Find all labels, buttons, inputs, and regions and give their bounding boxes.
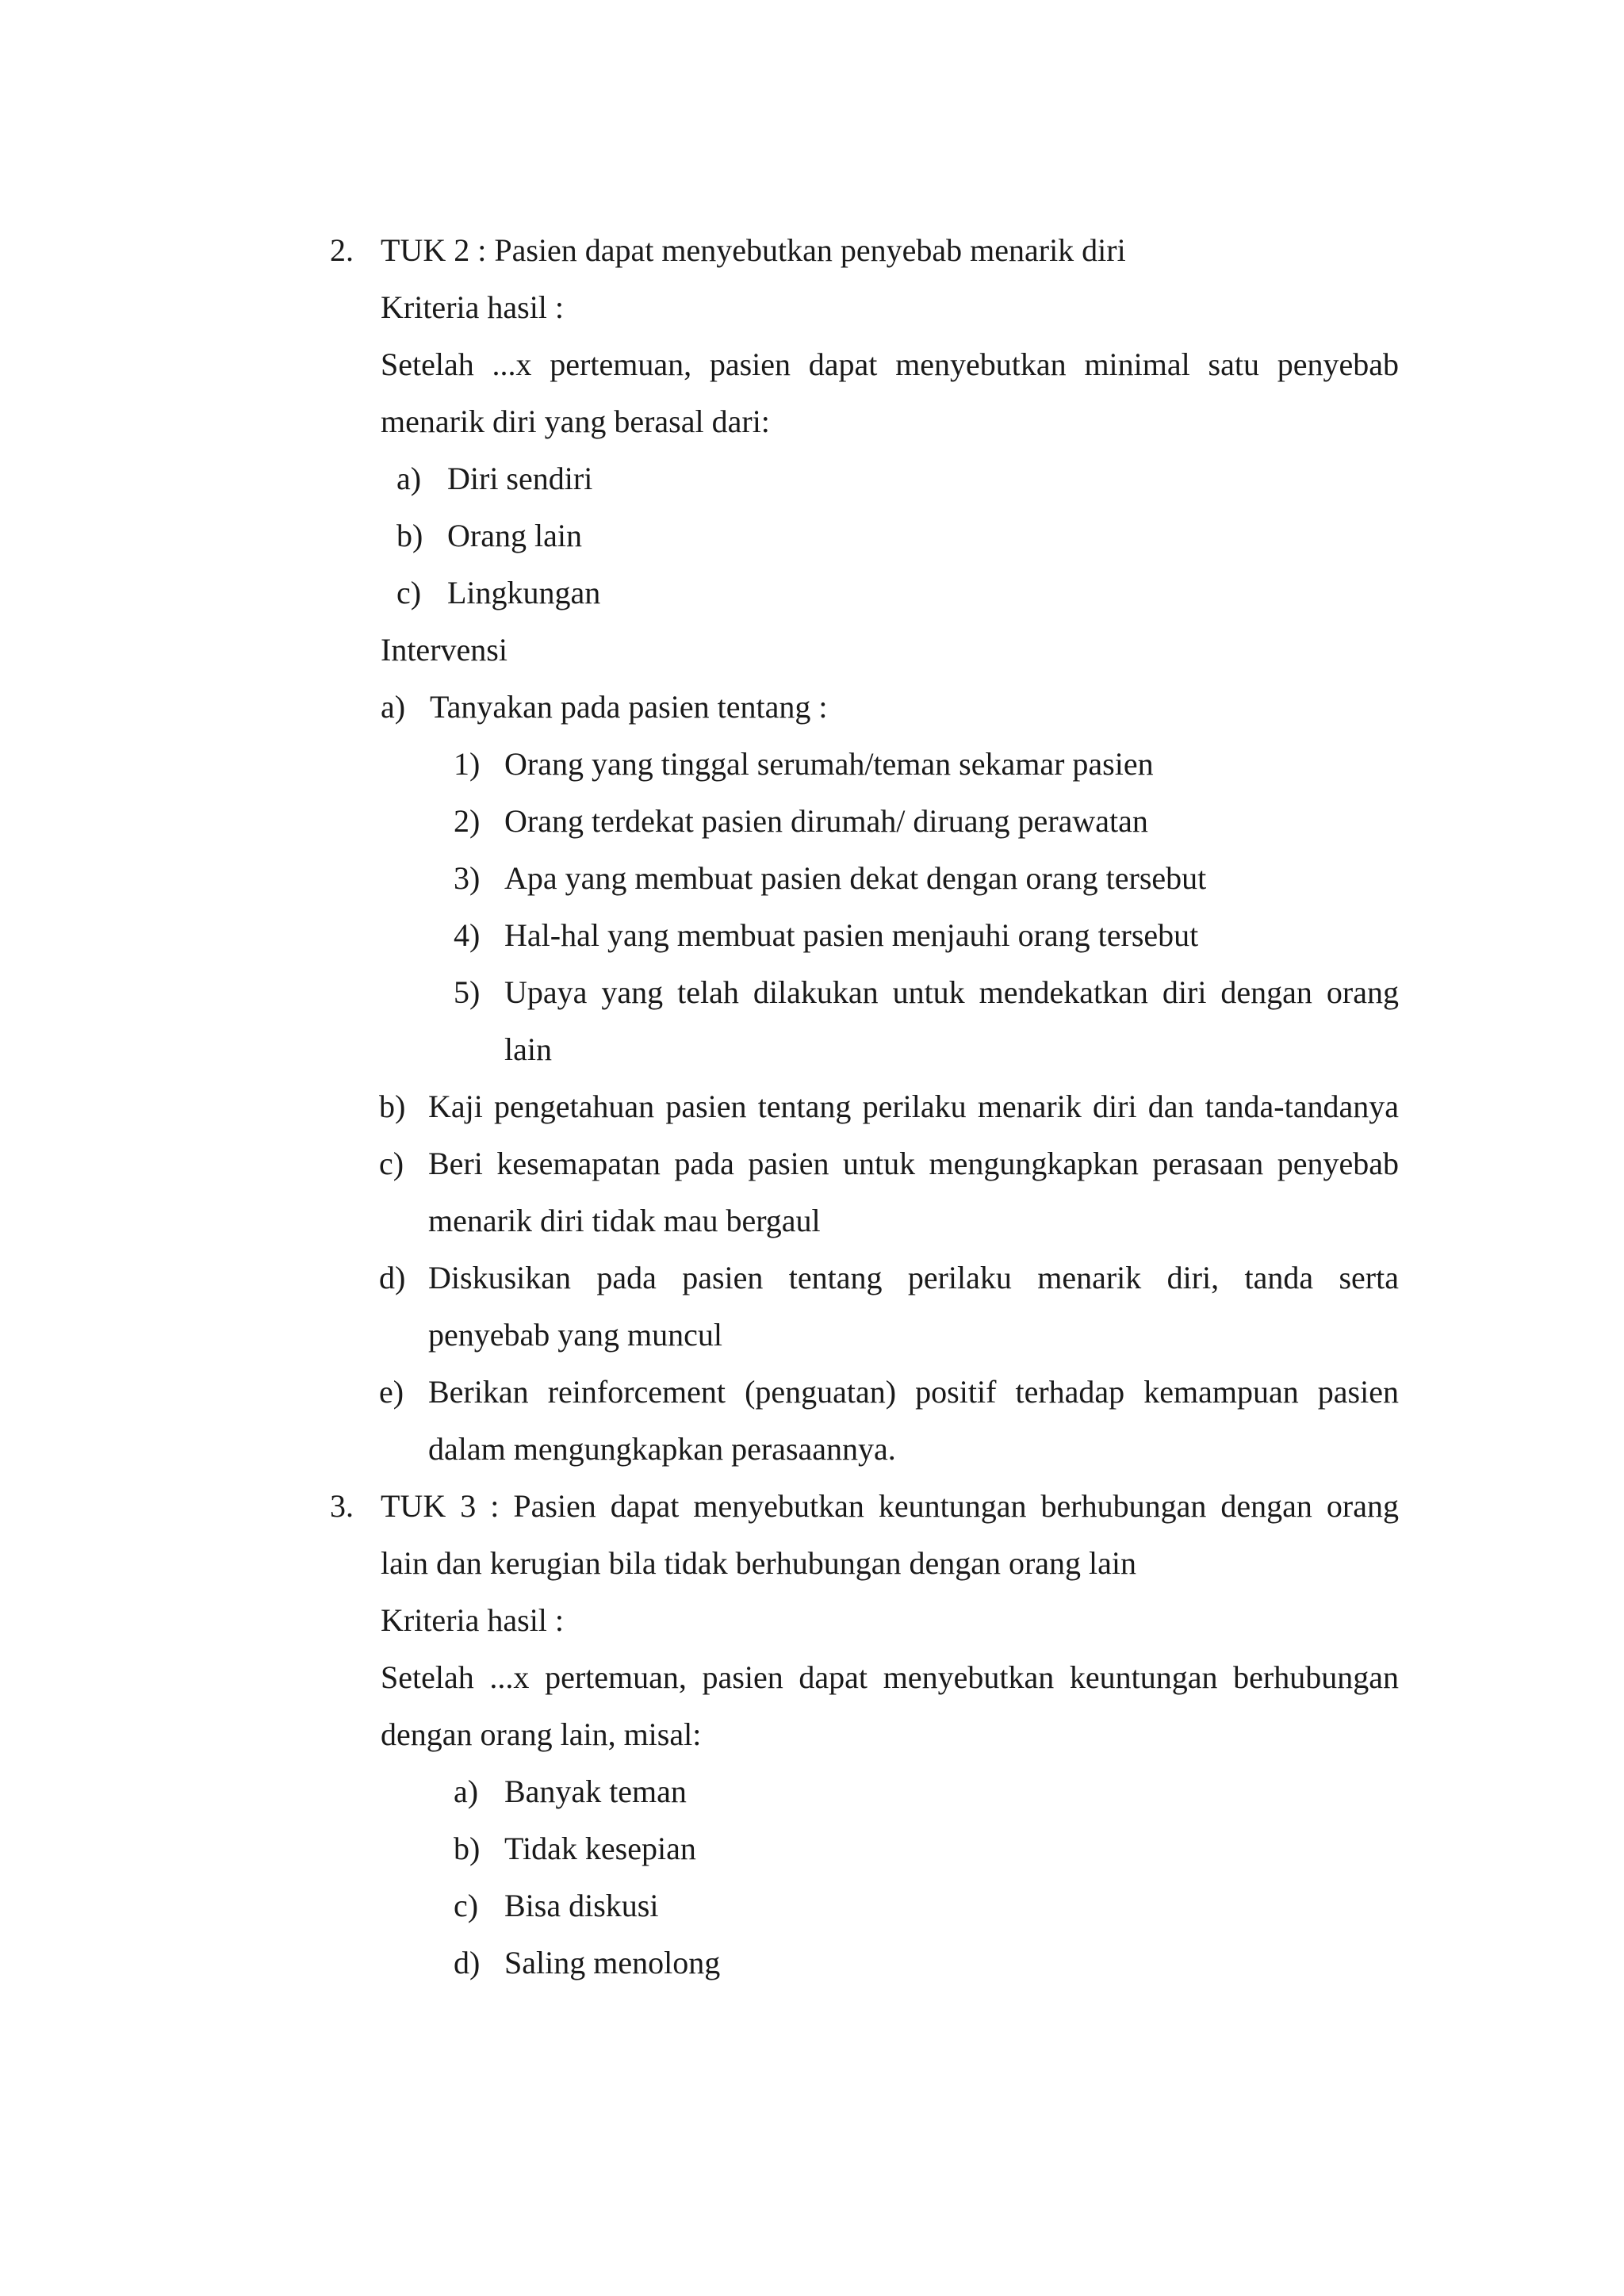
criteria-label: Kriteria hasil : (381, 289, 565, 325)
sublist-item: Apa yang membuat pasien dekat dengan orang tersebut (504, 860, 1207, 896)
section-number: 2. (330, 232, 354, 268)
list-item: Saling menolong (504, 1945, 721, 1980)
list-item-continuation: menarik diri tidak mau bergaul (428, 1203, 821, 1238)
list-marker: d) (454, 1945, 481, 1980)
list-item: Kaji pengetahuan pasien tentang perilaku menarik diri dan tanda-tandanya (428, 1089, 1399, 1124)
section-heading-continuation: lain dan kerugian bila tidak berhubungan dengan orang lain (381, 1545, 1137, 1581)
list-item: Diskusikan pada pasien tentang perilaku menarik diri, tanda serta (428, 1260, 1399, 1295)
sublist-item: Orang terdekat pasien dirumah/ diruang perawatan (504, 803, 1148, 839)
criteria-text-line-1: Setelah ...x pertemuan, pasien dapat menyebutkan keuntungan berhubungan (381, 1659, 1399, 1695)
list-marker: b) (379, 1089, 406, 1124)
list-marker: a) (454, 1774, 479, 1809)
list-item: Berikan reinforcement (penguatan) positif terhadap kemampuan pasien (428, 1374, 1399, 1410)
list-marker: b) (454, 1831, 481, 1866)
section-heading: TUK 2 : Pasien dapat menyebutkan penyebab menarik diri (381, 232, 1126, 268)
list-marker: b) (396, 518, 423, 553)
list-item: Banyak teman (504, 1774, 687, 1809)
list-marker: d) (379, 1260, 406, 1295)
sublist-item-continuation: lain (504, 1031, 552, 1067)
list-item: Bisa diskusi (504, 1888, 659, 1923)
sublist-item: Hal-hal yang membuat pasien menjauhi orang tersebut (504, 917, 1199, 953)
section-number: 3. (330, 1488, 354, 1524)
list-marker: e) (379, 1374, 404, 1410)
section-heading: TUK 3 : Pasien dapat menyebutkan keuntungan berhubungan dengan orang (381, 1488, 1399, 1524)
list-item-continuation: penyebab yang muncul (428, 1317, 722, 1353)
criteria-text-line-1: Setelah ...x pertemuan, pasien dapat menyebutkan minimal satu penyebab (381, 346, 1399, 382)
list-item: Tanyakan pada pasien tentang : (430, 689, 828, 725)
list-marker: a) (396, 461, 422, 496)
list-marker: c) (454, 1888, 479, 1923)
list-marker: a) (381, 689, 406, 725)
list-item: Beri kesemapatan pada pasien untuk mengungkapkan perasaan penyebab (428, 1146, 1399, 1181)
list-item: Diri sendiri (447, 461, 593, 496)
list-marker: c) (379, 1146, 404, 1181)
sublist-item: Upaya yang telah dilakukan untuk mendekatkan diri dengan orang (504, 974, 1399, 1010)
sublist-marker: 3) (454, 860, 481, 896)
criteria-text-line-2: menarik diri yang berasal dari: (381, 404, 770, 439)
list-item: Lingkungan (447, 575, 601, 610)
list-item-continuation: dalam mengungkapkan perasaannya. (428, 1431, 896, 1467)
sublist-item: Orang yang tinggal serumah/teman sekamar pasien (504, 746, 1154, 782)
list-item: Orang lain (447, 518, 582, 553)
sublist-marker: 4) (454, 917, 481, 953)
sublist-marker: 1) (454, 746, 481, 782)
sublist-marker: 5) (454, 974, 481, 1010)
list-item: Tidak kesepian (504, 1831, 696, 1866)
criteria-label: Kriteria hasil : (381, 1602, 565, 1638)
criteria-text-line-2: dengan orang lain, misal: (381, 1716, 702, 1752)
intervention-label: Intervensi (381, 632, 508, 668)
list-marker: c) (396, 575, 422, 610)
sublist-marker: 2) (454, 803, 481, 839)
